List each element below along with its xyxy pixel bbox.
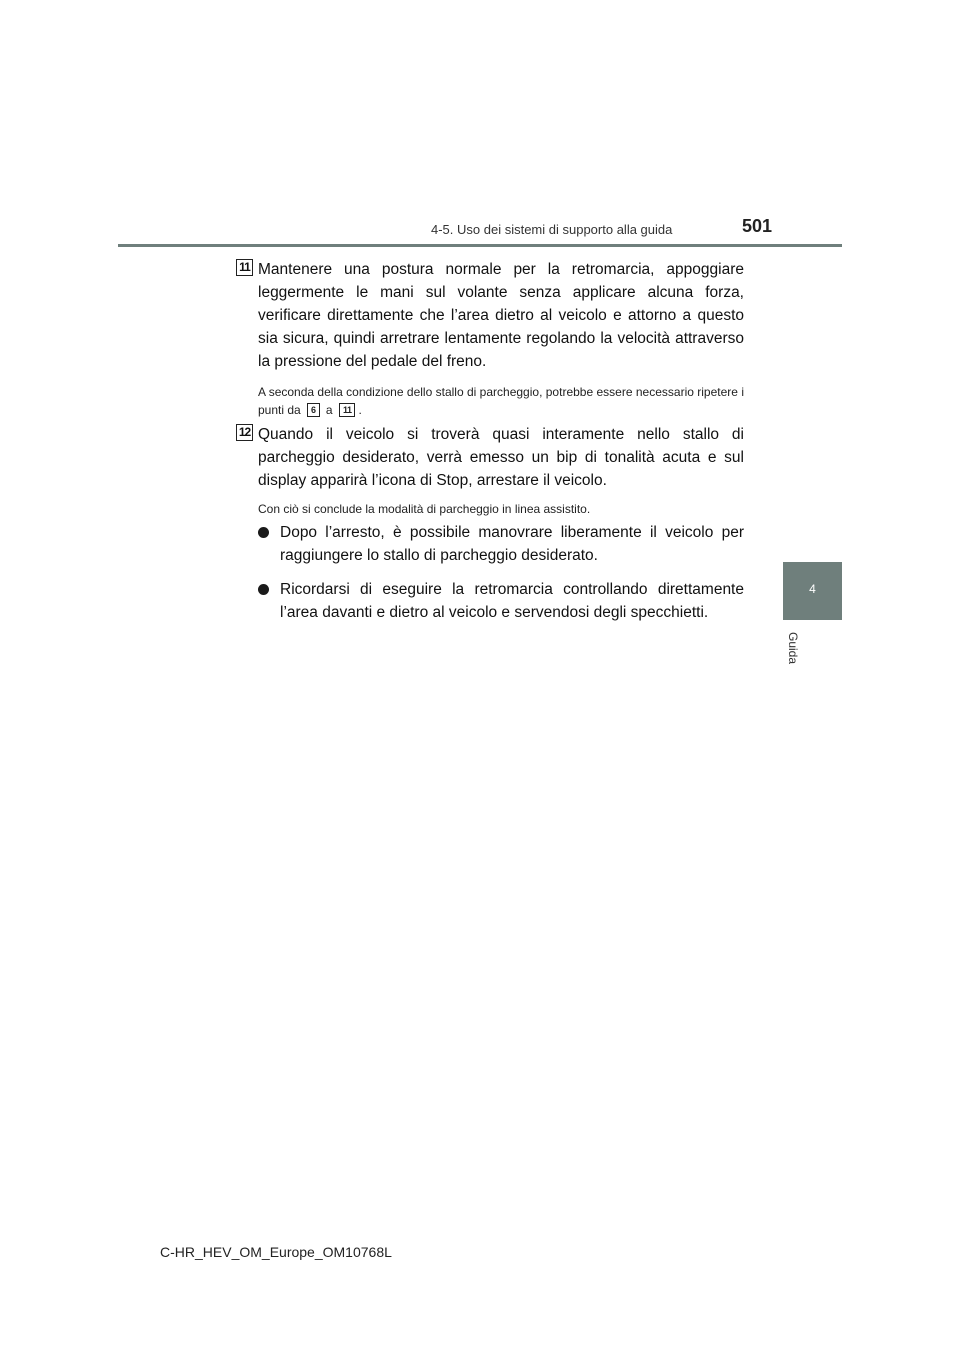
chapter-number: 4 (809, 582, 816, 596)
chapter-label-container (786, 632, 800, 672)
step-number-badge: 11 (236, 259, 253, 276)
note-text-after: . (358, 403, 362, 417)
header-divider (118, 244, 842, 247)
bullet-icon (258, 527, 269, 538)
note-text-middle: a (325, 403, 333, 417)
chapter-tab (783, 562, 842, 620)
step-note: Con ciò si conclude la modalità di parcheggio in linea assistito. (258, 502, 591, 516)
bullet-item (258, 521, 744, 567)
step-12 (258, 423, 744, 518)
document-code: C-HR_HEV_OM_Europe_OM10768L (160, 1244, 392, 1260)
note-text-before: A seconda della condizione dello stallo di parcheggio, potrebbe essere necessario ripetere i punti da (258, 385, 744, 417)
step-text: Quando il veicolo si troverà quasi interamente nello stallo di parcheggio desiderato, verrà emesso un bip di tonalità acuta e sul display apparirà l’icona di Stop, arrestare il veicolo. (258, 426, 744, 489)
bullet-text: Dopo l’arresto, è possibile manovrare liberamente il veicolo per raggiungere lo stallo di parcheggio desiderato. (280, 524, 744, 564)
bullet-icon (258, 584, 269, 595)
step-note (258, 383, 744, 419)
step-text: Mantenere una postura normale per la retromarcia, appoggiare leggermente le mani sul volante senza applicare alcuna forza, verificare direttamente che l’area dietro al veicolo e attorno a questo sia sicura, quindi arretrare lentamente regolando la velocità attraverso la pressione del pedale del freno. (258, 261, 744, 370)
step-11 (258, 258, 744, 419)
step-ref-badge: 11 (339, 403, 356, 417)
step-ref-badge: 6 (307, 403, 320, 417)
bullet-text: Ricordarsi di eseguire la retromarcia controllando direttamente l’area davanti e dietro al veicolo e servendosi degli specchietti. (280, 581, 744, 621)
page-number: 501 (742, 216, 773, 236)
step-number-badge: 12 (236, 424, 253, 441)
bullet-item (258, 578, 744, 624)
section-title: 4-5. Uso dei sistemi di supporto alla guida (431, 222, 673, 237)
chapter-label: Guida (786, 632, 800, 665)
